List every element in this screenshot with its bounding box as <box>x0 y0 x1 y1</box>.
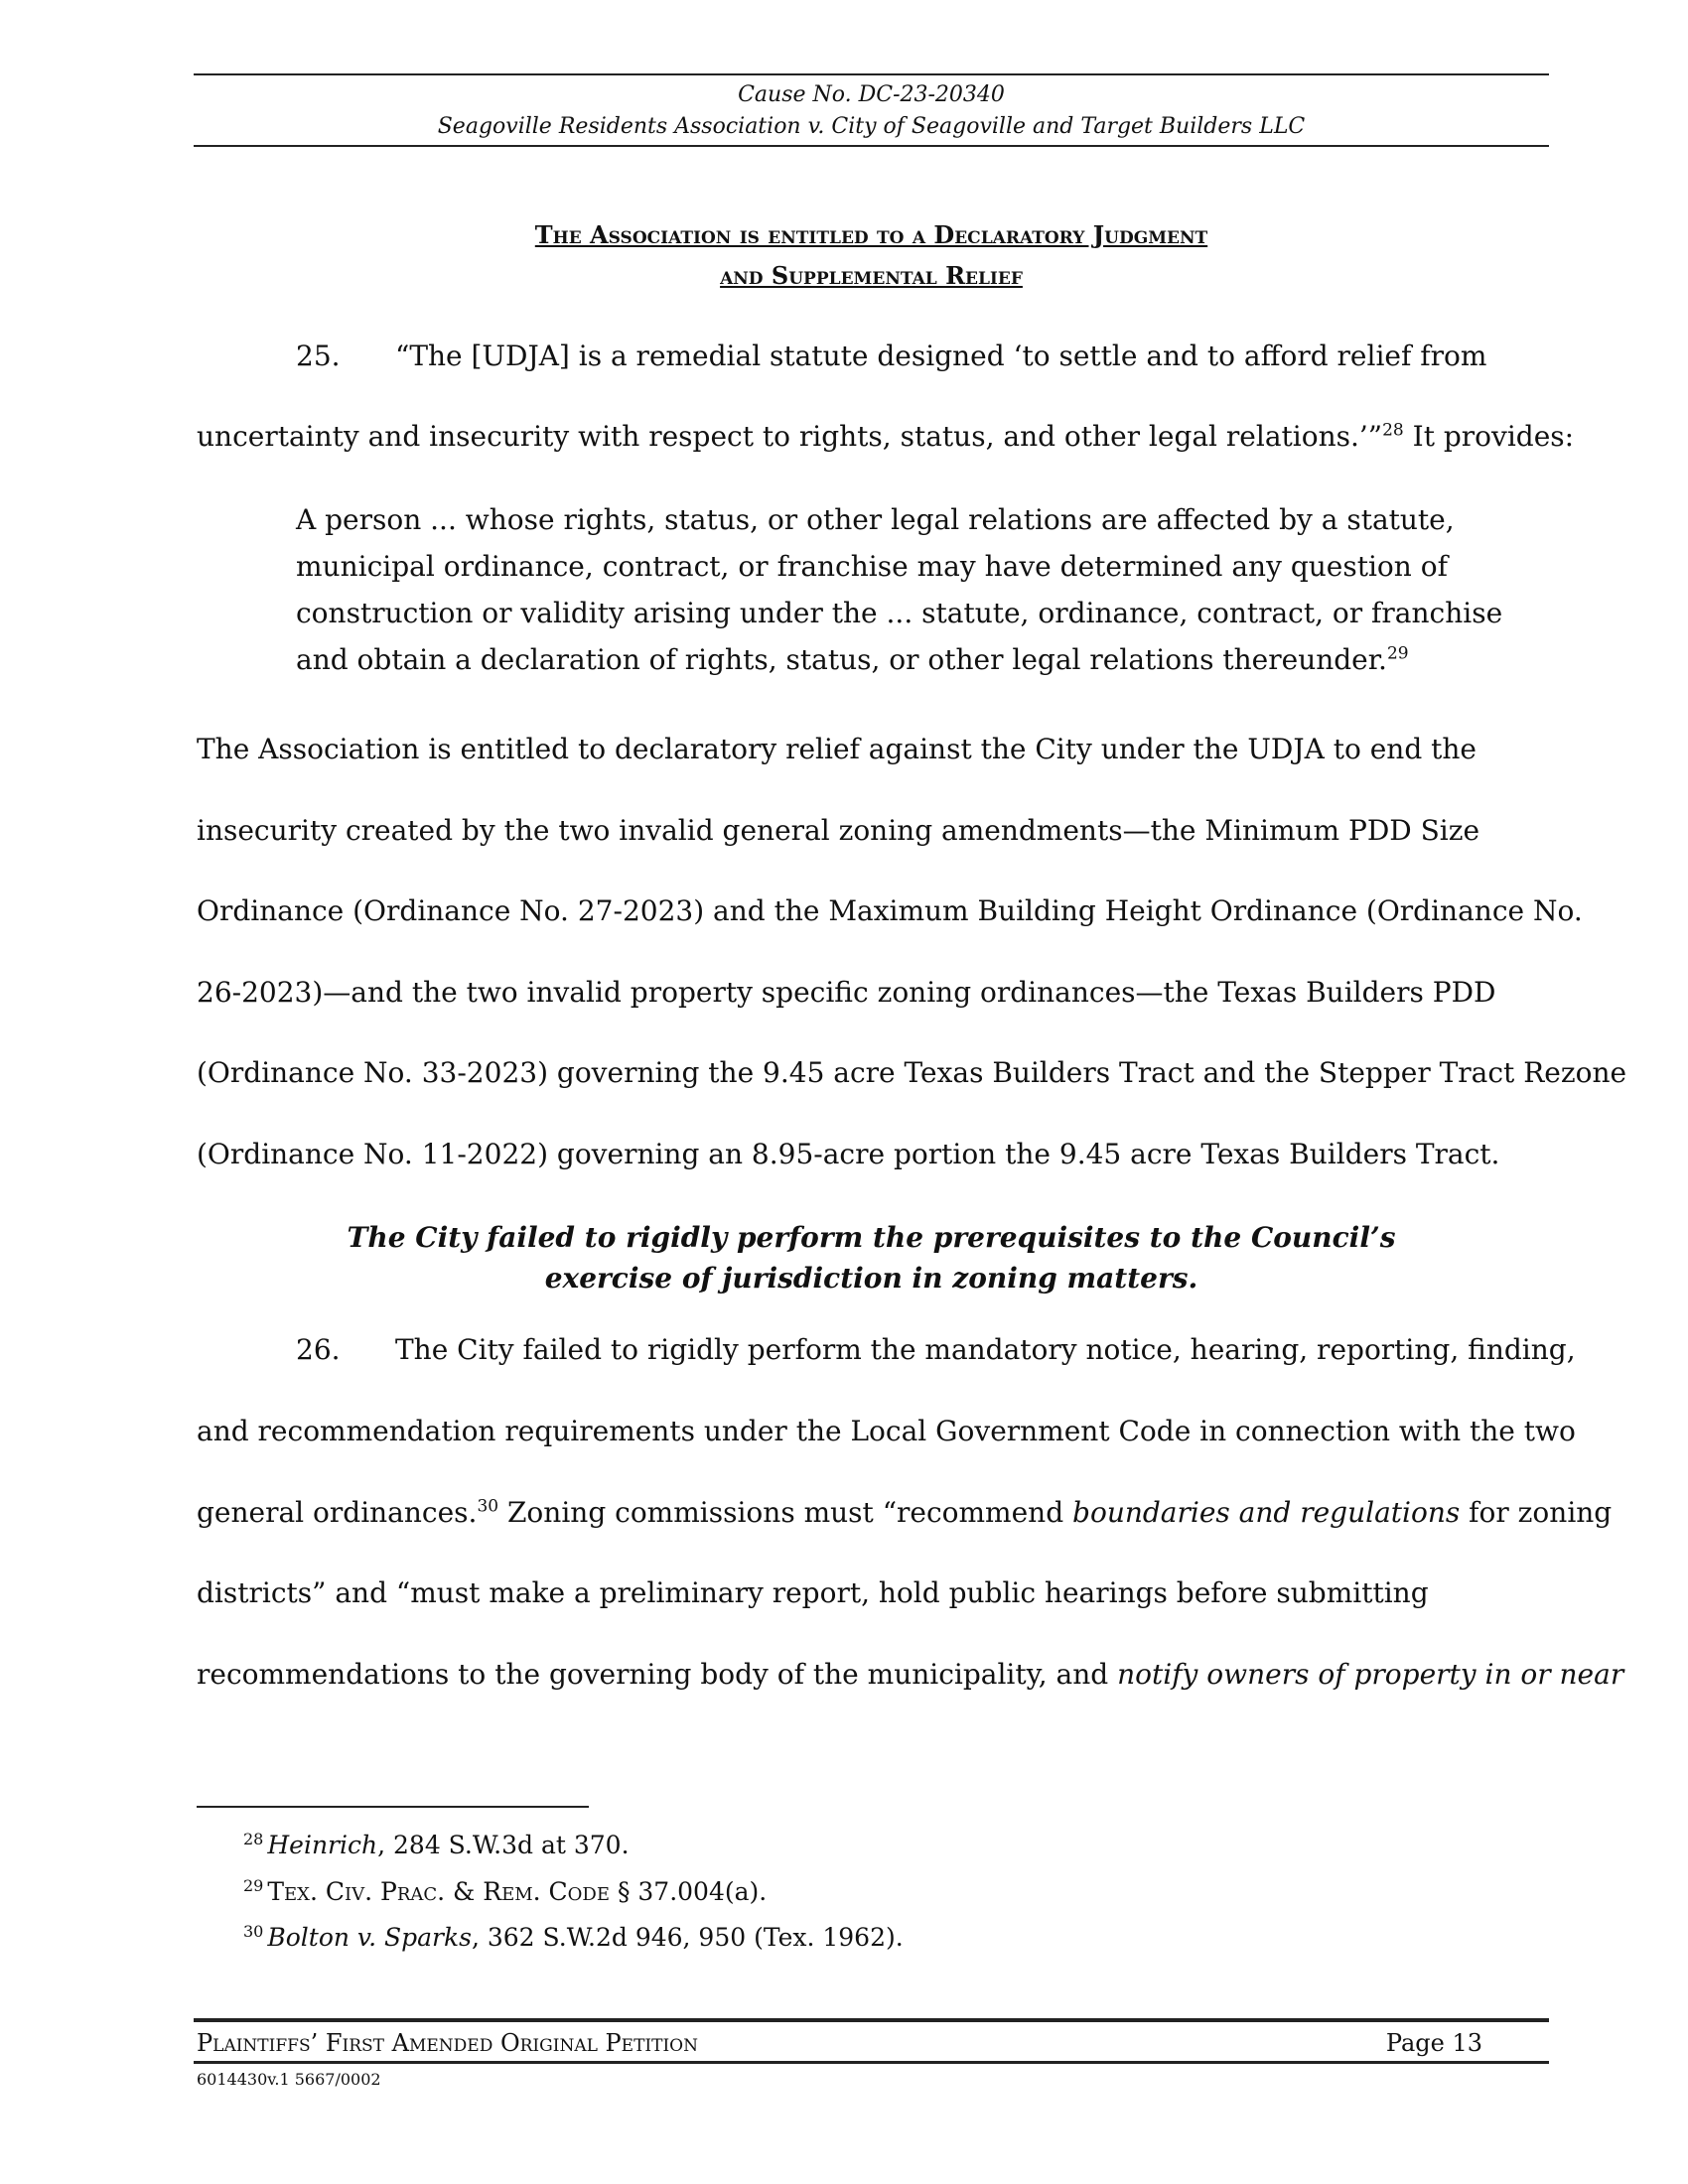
section-heading-line2: and Supplemental Relief <box>720 261 1023 290</box>
page-number: Page 13 <box>1385 2029 1482 2057</box>
para-26-line1 <box>296 1333 1576 1367</box>
quote-row <box>296 636 1448 683</box>
footnote-29 <box>243 1877 767 1907</box>
quote-row: municipal ordinance, contract, or franchise may have determined any question of <box>296 550 1448 583</box>
document-id: 6014430v.1 5667/0002 <box>197 2070 381 2089</box>
para-text: Zoning commissions must “recommend <box>498 1496 1073 1529</box>
subheading-line1: The City failed to rigidly perform the prerequisites to the Council’s <box>347 1221 1396 1254</box>
case-caption: Seagoville Residents Association v. City of Seagoville and Target Builders LLC <box>437 114 1306 139</box>
footnote-citation: Heinrich <box>267 1831 378 1859</box>
para-text: for zoning <box>1460 1496 1613 1529</box>
body-line <box>197 1496 1613 1530</box>
footnote-citation: Tex. Civ. Prac. & Rem. Code <box>267 1877 610 1906</box>
footnote-ref-30[interactable]: 30 <box>477 1496 499 1517</box>
header-top-rule <box>194 73 1549 75</box>
footnote-separator <box>197 1806 589 1808</box>
footnote-text: , 362 S.W.2d 946, 950 (Tex. 1962). <box>471 1923 904 1952</box>
footnote-citation: Bolton v. Sparks <box>267 1923 472 1952</box>
para-number: 26. <box>296 1333 341 1366</box>
footer-bottom-rule <box>194 2061 1549 2064</box>
quote-row: A person ... whose rights, status, or other legal relations are affected by a statute, <box>296 503 1455 536</box>
quote-text: and obtain a declaration of rights, status, or other legal relations thereunder. <box>296 643 1387 676</box>
para-text: uncertainty and insecurity with respect to rights, status, and other legal relations.’” <box>197 420 1383 453</box>
footnote-number: 29 <box>243 1875 264 1895</box>
para-text: The City failed to rigidly perform the mandatory notice, hearing, reporting, finding, <box>395 1333 1576 1366</box>
footer-top-rule <box>194 2018 1549 2022</box>
quote-row: construction or validity arising under the ... statute, ordinance, contract, or franchise <box>296 597 1503 629</box>
body-line: districts” and “must make a preliminary report, hold public hearings before submitting <box>197 1576 1429 1609</box>
footnote-number: 28 <box>243 1829 264 1848</box>
footnote-text: , 284 S.W.3d at 370. <box>377 1831 630 1859</box>
para-text: general ordinances. <box>197 1496 478 1529</box>
footnote-ref-28[interactable]: 28 <box>1382 420 1404 441</box>
para-text: It provides: <box>1403 420 1575 453</box>
para-25-line1 <box>296 340 1552 373</box>
document-title: Plaintiffs’ First Amended Original Petition <box>197 2029 698 2057</box>
body-line: 26-2023)—and the two invalid property specific zoning ordinances—the Texas Builders PDD <box>197 976 1496 1009</box>
body-line: The Association is entitled to declaratory relief against the City under the UDJA to end the <box>197 733 1477 765</box>
footnote-30 <box>243 1923 904 1953</box>
footnote-text: § 37.004(a). <box>610 1877 768 1906</box>
italic-text: notify owners of property in or near <box>1117 1658 1624 1691</box>
cause-number: Cause No. DC-23-20340 <box>738 82 1005 107</box>
footnote-ref-29[interactable]: 29 <box>1386 643 1409 664</box>
para-text: recommendations to the governing body of the municipality, and <box>197 1658 1118 1691</box>
block-quote <box>296 496 1503 683</box>
section-heading-line1: The Association is entitled to a Declaratory Judgment <box>534 220 1208 249</box>
body-line <box>197 1658 1624 1692</box>
body-line: (Ordinance No. 33-2023) governing the 9.45 acre Texas Builders Tract and the Stepper Tract Rezone <box>197 1056 1627 1089</box>
footnote-number: 30 <box>243 1921 264 1941</box>
para-number: 25. <box>296 340 341 372</box>
body-line: Ordinance (Ordinance No. 27-2023) and the Maximum Building Height Ordinance (Ordinance No. <box>197 894 1583 927</box>
header-bottom-rule <box>194 145 1549 147</box>
para-25-line2 <box>197 420 1575 454</box>
footnote-28 <box>243 1831 630 1860</box>
italic-text: boundaries and regulations <box>1072 1496 1461 1529</box>
body-line: (Ordinance No. 11-2022) governing an 8.95-acre portion the 9.45 acre Texas Builders Tract. <box>197 1138 1500 1170</box>
body-line: and recommendation requirements under the Local Government Code in connection with the two <box>197 1415 1576 1447</box>
para-text: “The [UDJA] is a remedial statute designed ‘to settle and to afford relief from <box>395 340 1487 372</box>
subheading-line2: exercise of jurisdiction in zoning matters. <box>544 1262 1198 1295</box>
page-footer <box>197 2028 1482 2058</box>
body-line: insecurity created by the two invalid general zoning amendments—the Minimum PDD Size <box>197 814 1480 847</box>
